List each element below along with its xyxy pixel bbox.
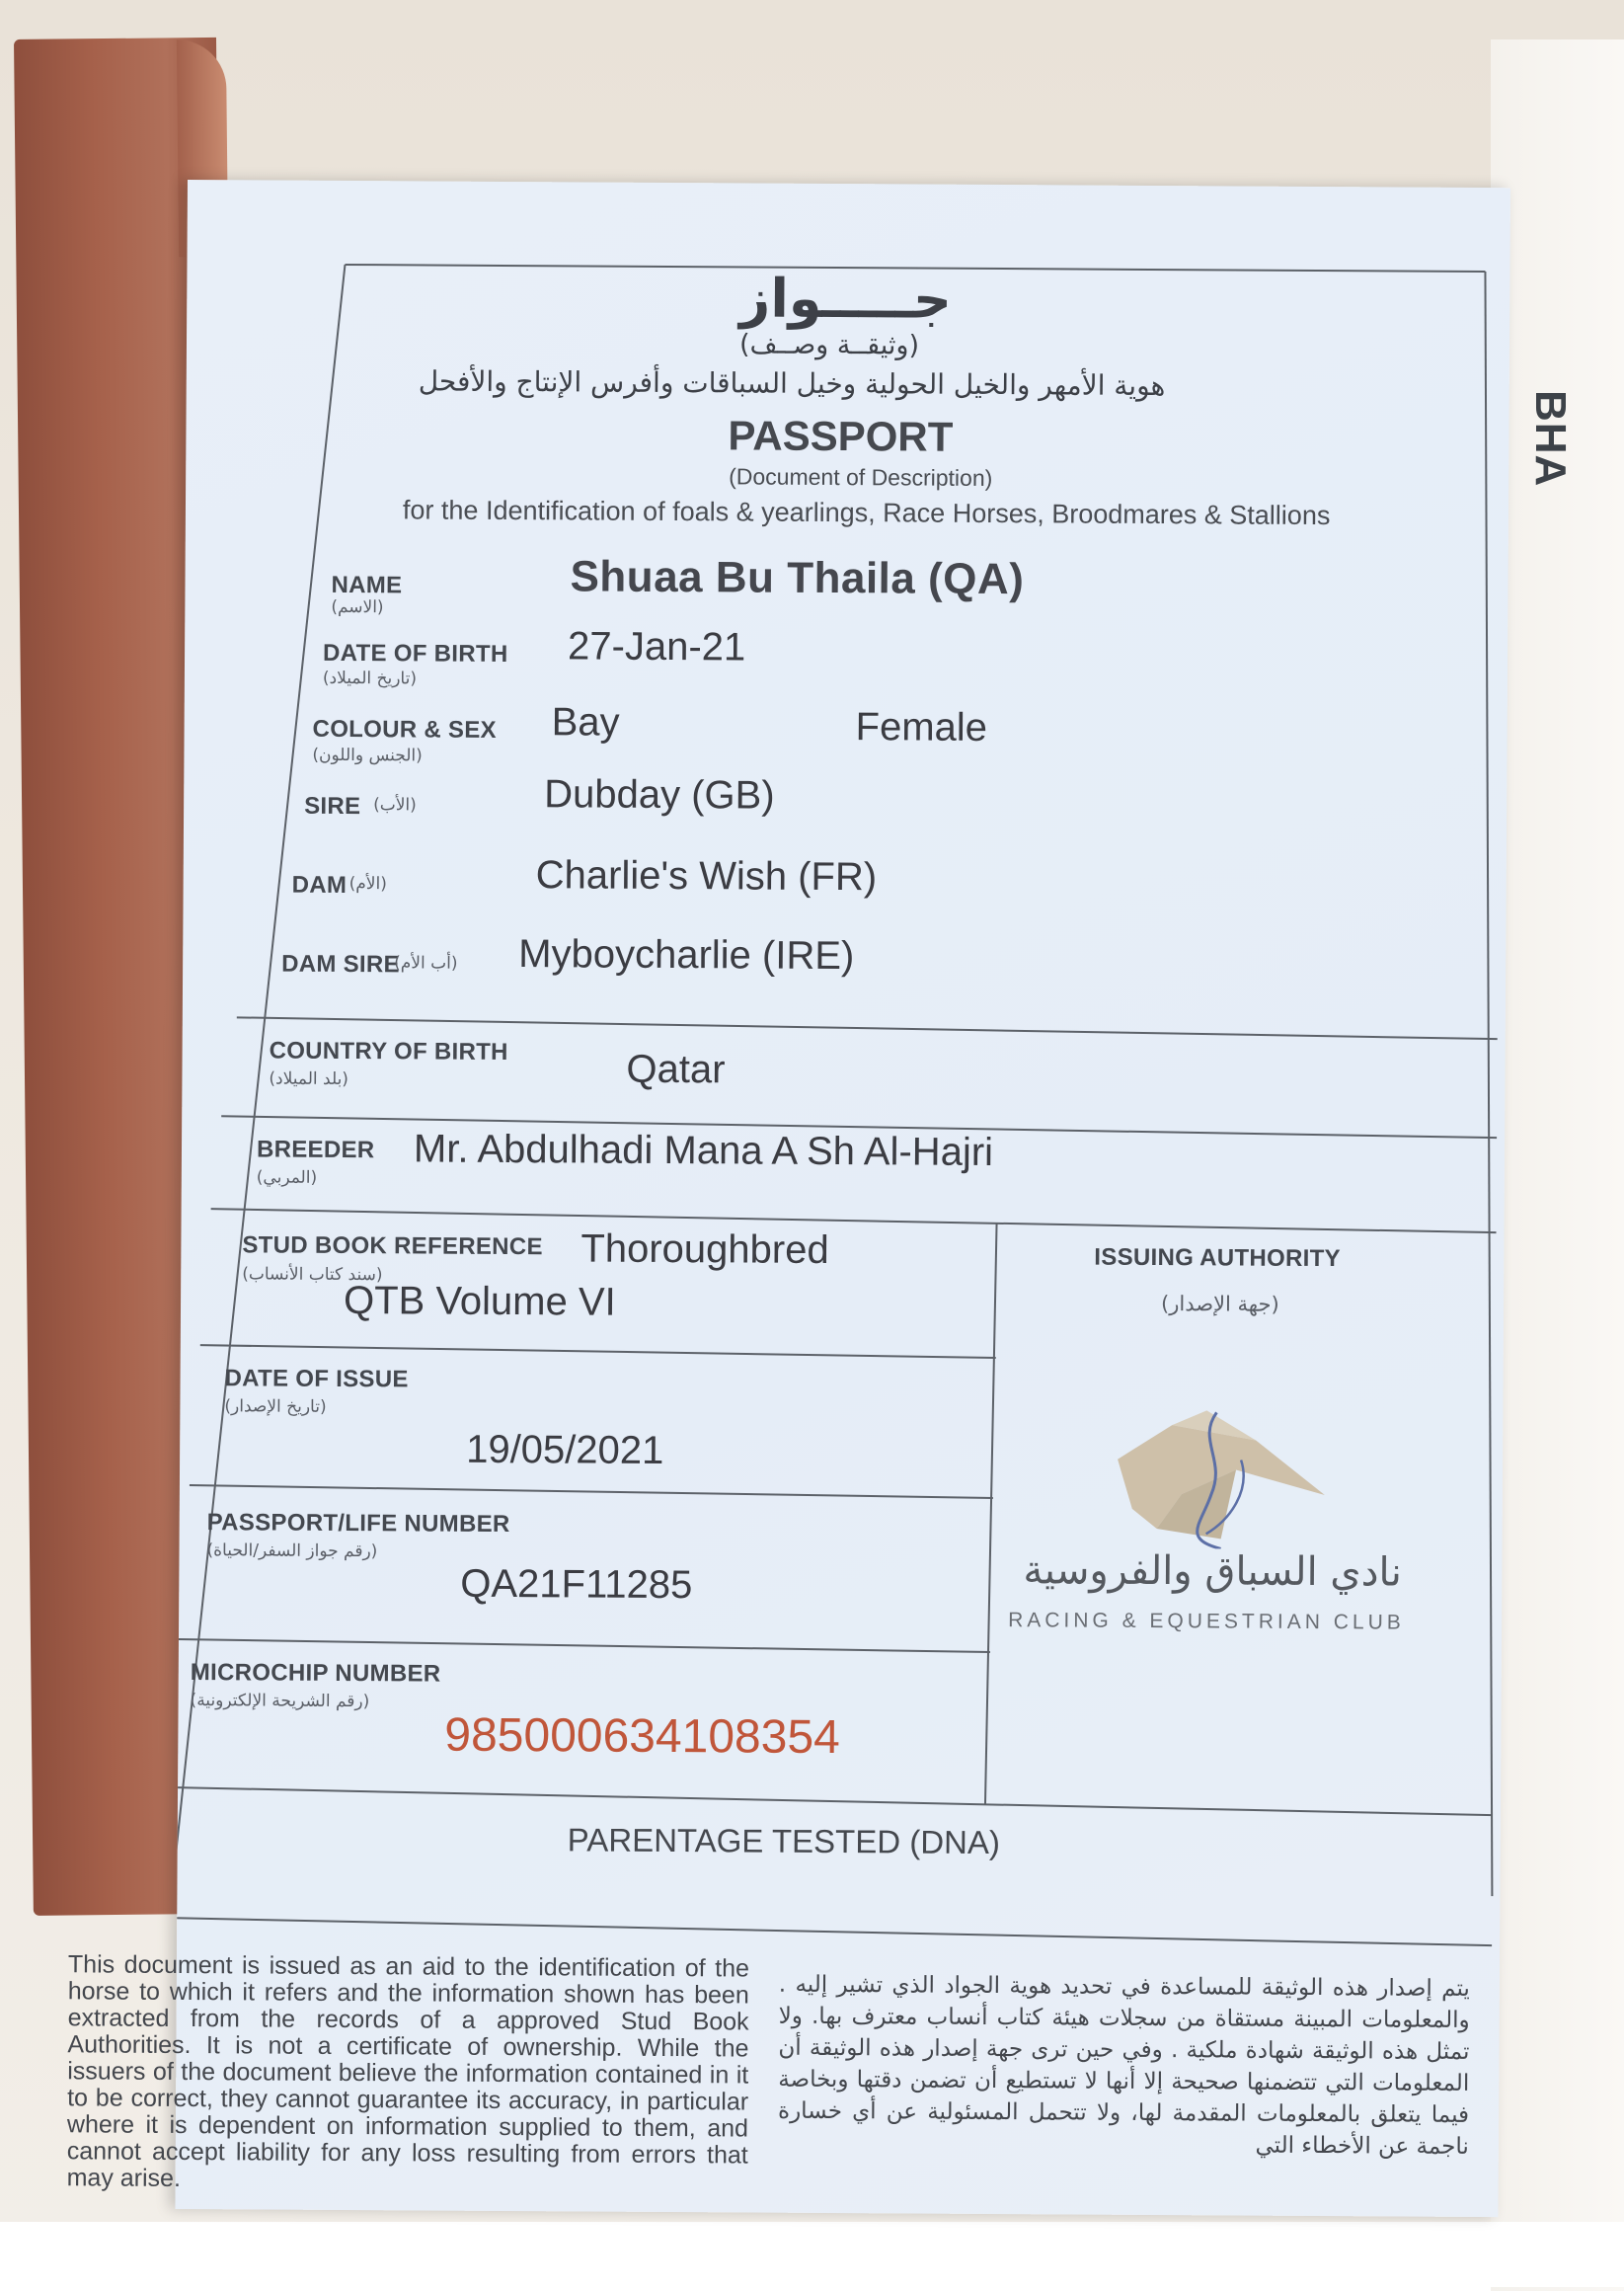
microchip-label: MICROCHIP NUMBER: [190, 1659, 441, 1688]
parentage-note: PARENTAGE TESTED (DNA): [567, 1821, 1001, 1861]
dam-sire-label: DAM SIRE: [281, 950, 400, 979]
subtitle-english: (Document of Description): [729, 463, 993, 491]
colour-value: Bay: [551, 700, 620, 745]
dam-label: DAM: [291, 871, 348, 899]
dam-sire-value: Myboycharlie (IRE): [518, 932, 855, 979]
stud-book-volume: QTB Volume VI: [343, 1278, 616, 1324]
passport-number-label: PASSPORT/LIFE NUMBER: [206, 1509, 510, 1539]
dam-label-arabic: (الأم): [348, 874, 387, 895]
name-label: NAME: [331, 571, 403, 599]
disclaimer-english: This document is issued as an aid to the identification of the horse to which it refers and the information shown has been extracted from the records of a approved Stud Book Authorities. It is not a certificate of ownership. While the issuers of the document believe the information contained in it to be correct, they cannot guarantee its accuracy, in particular where it is dependent on information supplied to them, and cannot accept liability for any loss resulting from errors that may arise.: [66, 1950, 750, 2192]
title-arabic: جـــــواز: [739, 267, 953, 331]
country-label-arabic: (بلد الميلاد): [269, 1068, 349, 1090]
passport-number-label-arabic: (رقم جواز السفر/الحياة): [206, 1540, 378, 1562]
issue-date-label: DATE OF ISSUE: [224, 1365, 409, 1393]
issuing-authority-label: ISSUING AUTHORITY: [1094, 1243, 1341, 1273]
subtitle-arabic: (وثيقــة وصــف): [738, 329, 920, 361]
club-name-arabic: نادي السباق والفروسية: [1023, 1547, 1402, 1596]
breeder-label: BREEDER: [256, 1136, 375, 1164]
dob-label: DATE OF BIRTH: [322, 639, 508, 668]
issue-date-value: 19/05/2021: [466, 1427, 664, 1472]
dob-label-arabic: (تاريخ الميلاد): [322, 668, 418, 689]
name-label-arabic: (الاسم): [331, 596, 384, 618]
description-arabic: هوية الأمهر والخيل الحولية وخيل السباقات وأفرس الإنتاج والأفحل: [418, 364, 1166, 403]
bha-logo: BHA: [1526, 390, 1575, 488]
sex-value: Female: [855, 705, 988, 750]
title-english: PASSPORT: [728, 412, 954, 460]
dob-value: 27-Jan-21: [567, 624, 746, 670]
breeder-value: Mr. Abdulhadi Mana A Sh Al-Hajri: [413, 1127, 994, 1175]
issuing-authority-label-arabic: (جهة الإصدار): [1160, 1292, 1279, 1316]
adjacent-page-strip: [1491, 40, 1624, 2291]
horse-head-icon: [1009, 1399, 1474, 1550]
dam-value: Charlie's Wish (FR): [535, 853, 878, 900]
stud-book-label-arabic: (سند كتاب الأنساب): [242, 1264, 383, 1286]
dam-sire-label-arabic: (أب الأم): [394, 953, 458, 974]
sire-value: Dubday (GB): [544, 772, 775, 818]
scan-margin: [0, 2222, 1624, 2287]
stud-book-value: Thoroughbred: [580, 1226, 829, 1272]
stud-book-label: STUD BOOK REFERENCE: [242, 1231, 543, 1261]
sire-label-arabic: (الأب): [373, 795, 417, 816]
colour-sex-label: COLOUR & SEX: [312, 715, 497, 744]
issue-date-label-arabic: (تاريخ الإصدار): [224, 1396, 327, 1417]
colour-sex-label-arabic: (الجنس واللون): [312, 745, 423, 766]
microchip-label-arabic: (رقم الشريحة الإلكترونية): [190, 1691, 370, 1712]
disclaimer-arabic: يتم إصدار هذه الوثيقة للمساعدة في تحديد هوية الجواد الذي تشير إليه . والمعلومات المبينة مستقاة من سجلات هيئة كتاب أنساب معترف بها. ولا تمثل هذه الوثيقة شهادة ملكية . وفي حين ترى جهة إصدار هذه الوثيقة أن المعلومات التي تتضمنها صحيحة إلا أنها لا تستطيع أن تضمن دقتها وبخاصة فيما يتعلق بالمعلومات المقدمة لها، ولا تتحمل المسئولية عن أي خسارة ناجمة عن الأخطاء التي: [777, 1971, 1470, 2160]
passport-number-value: QA21F11285: [460, 1561, 693, 1608]
passport-page: [66, 180, 1510, 2217]
country-label: COUNTRY OF BIRTH: [269, 1037, 508, 1066]
microchip-value: 985000634108354: [444, 1708, 840, 1765]
breeder-label-arabic: (المربي): [256, 1167, 318, 1188]
name-value: Shuaa Bu Thaila (QA): [570, 552, 1025, 604]
sire-label: SIRE: [304, 792, 361, 821]
club-name-english: RACING & EQUESTRIAN CLUB: [1008, 1609, 1405, 1634]
description-english: for the Identification of foals & yearlings, Race Horses, Broodmares & Stallions: [402, 495, 1331, 531]
country-value: Qatar: [626, 1047, 726, 1092]
racing-club-logo: [1008, 1399, 1474, 1659]
